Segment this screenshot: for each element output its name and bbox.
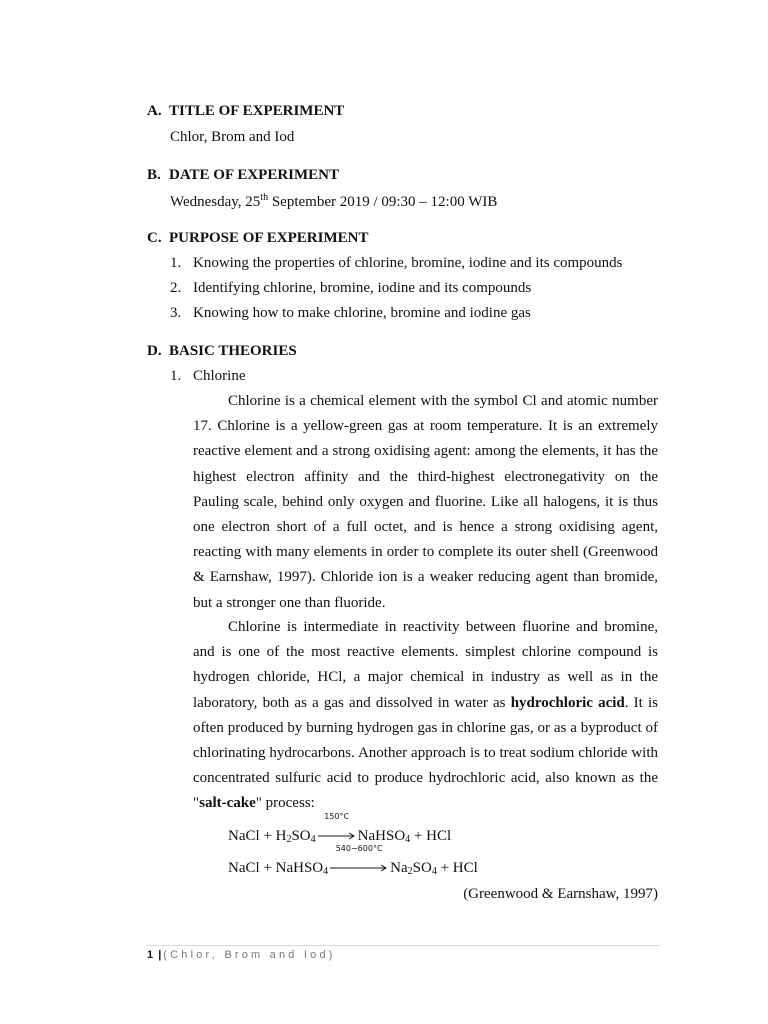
experiment-date: [170, 192, 497, 211]
purpose-item: [170, 280, 531, 297]
section-letter: D.: [147, 343, 162, 359]
citation: (Greenwood & Earnshaw, 1997): [463, 886, 658, 902]
footer-divider: [147, 945, 660, 946]
purpose-item: [170, 255, 623, 272]
date-superscript: th: [260, 192, 269, 203]
para-text: " process:: [255, 795, 315, 812]
footer-title: (Chlor, Brom and Iod): [163, 949, 336, 961]
eq-text: + HCl: [410, 828, 452, 844]
eq-text: Na: [390, 860, 408, 876]
purpose-item: [170, 305, 531, 322]
eq-subscript: 2: [407, 866, 413, 877]
para-bold-term: salt-cake: [199, 795, 256, 812]
section-letter: B.: [147, 167, 161, 183]
item-text: Knowing the properties of chlorine, bromine, iodine and its compounds: [193, 255, 623, 271]
reaction-arrow: [318, 812, 356, 845]
section-title: TITLE OF EXPERIMENT: [169, 103, 345, 119]
theory-subitem: [170, 368, 246, 385]
item-number: 1.: [170, 255, 182, 271]
right-arrow-icon: [330, 864, 388, 872]
para-bold-term: hydrochloric acid: [510, 694, 625, 711]
item-number: 1.: [170, 368, 182, 384]
section-a-heading: [147, 103, 344, 120]
eq-subscript: 4: [310, 834, 316, 845]
footer-separator: |: [158, 949, 162, 961]
section-letter: C.: [147, 230, 162, 246]
section-d-heading: [147, 343, 297, 360]
eq-text: NaHSO: [357, 828, 406, 844]
item-text: Chlorine: [193, 368, 246, 384]
reaction-arrow: [330, 844, 388, 877]
date-prefix: Wednesday, 25: [170, 194, 261, 210]
experiment-title: Chlor, Brom and Iod: [170, 129, 295, 145]
reaction-equation-2: [228, 844, 478, 877]
chlorine-paragraph-1: Chlorine is a chemical element with the symbol Cl and atomic number 17. Chlorine is a yellow-green gas at room temperature. It is an extremely reactive element and a strong oxidising agent: among the elements, it has the highest electron affinity and the third-highest electronegativity on the Pauling scale, behind only oxygen and fluorine. Like all halogens, it is thus one electron short of a full octet, and is hence a strong oxidising agent, reacting with many elements in order to complete its outer shell (Greenwood & Earnshaw, 1997). Chloride ion is a weaker reducing agent than bromide, but a stronger one than fluoride.: [193, 393, 658, 611]
eq-text: + HCl: [436, 860, 478, 876]
eq-text: NaCl + NaHSO: [228, 860, 324, 876]
reaction-condition: 540−600°C: [335, 844, 383, 854]
para-text: Chlorine is intermediate in reactivity between fluorine and bromine, and is one of the most reactive elements. simplest chlorine compound is hydrogen chloride, HCl, a major chemical in industry as well as in the laboratory, both as a gas and dissolved in water as: [193, 619, 658, 711]
section-c-heading: [147, 230, 368, 247]
eq-text: SO: [412, 860, 432, 876]
item-text: Identifying chlorine, bromine, iodine and its compounds: [193, 280, 532, 296]
eq-text: SO: [291, 828, 311, 844]
reaction-equation-1: [228, 812, 452, 845]
eq-subscript: 4: [323, 866, 329, 877]
item-number: 3.: [170, 305, 182, 321]
section-title: BASIC THEORIES: [169, 343, 297, 359]
eq-subscript: 2: [286, 834, 292, 845]
eq-subscript: 4: [405, 834, 411, 845]
page-footer: [147, 949, 336, 961]
para-text: . It is often produced by burning hydrogen gas in chlorine gas, or as a byproduct of chlorinating hydrocarbons. Another approach is to treat sodium chloride with concentrated sulfuric acid to produce hydrochloric acid, also known as the ": [193, 694, 659, 812]
item-number: 2.: [170, 280, 182, 296]
reaction-condition: 150°C: [324, 812, 350, 822]
section-title: DATE OF EXPERIMENT: [169, 167, 340, 183]
section-b-heading: [147, 167, 339, 184]
eq-subscript: 4: [431, 866, 437, 877]
item-text: Knowing how to make chlorine, bromine and iodine gas: [193, 305, 531, 321]
right-arrow-icon: [318, 832, 356, 840]
eq-text: NaCl + H: [228, 828, 287, 844]
page-number: 1: [147, 949, 154, 961]
section-letter: A.: [147, 103, 162, 119]
date-suffix: September 2019 / 09:30 – 12:00 WIB: [268, 194, 498, 210]
section-title: PURPOSE OF EXPERIMENT: [169, 230, 369, 246]
chlorine-paragraph-2: [193, 615, 658, 817]
